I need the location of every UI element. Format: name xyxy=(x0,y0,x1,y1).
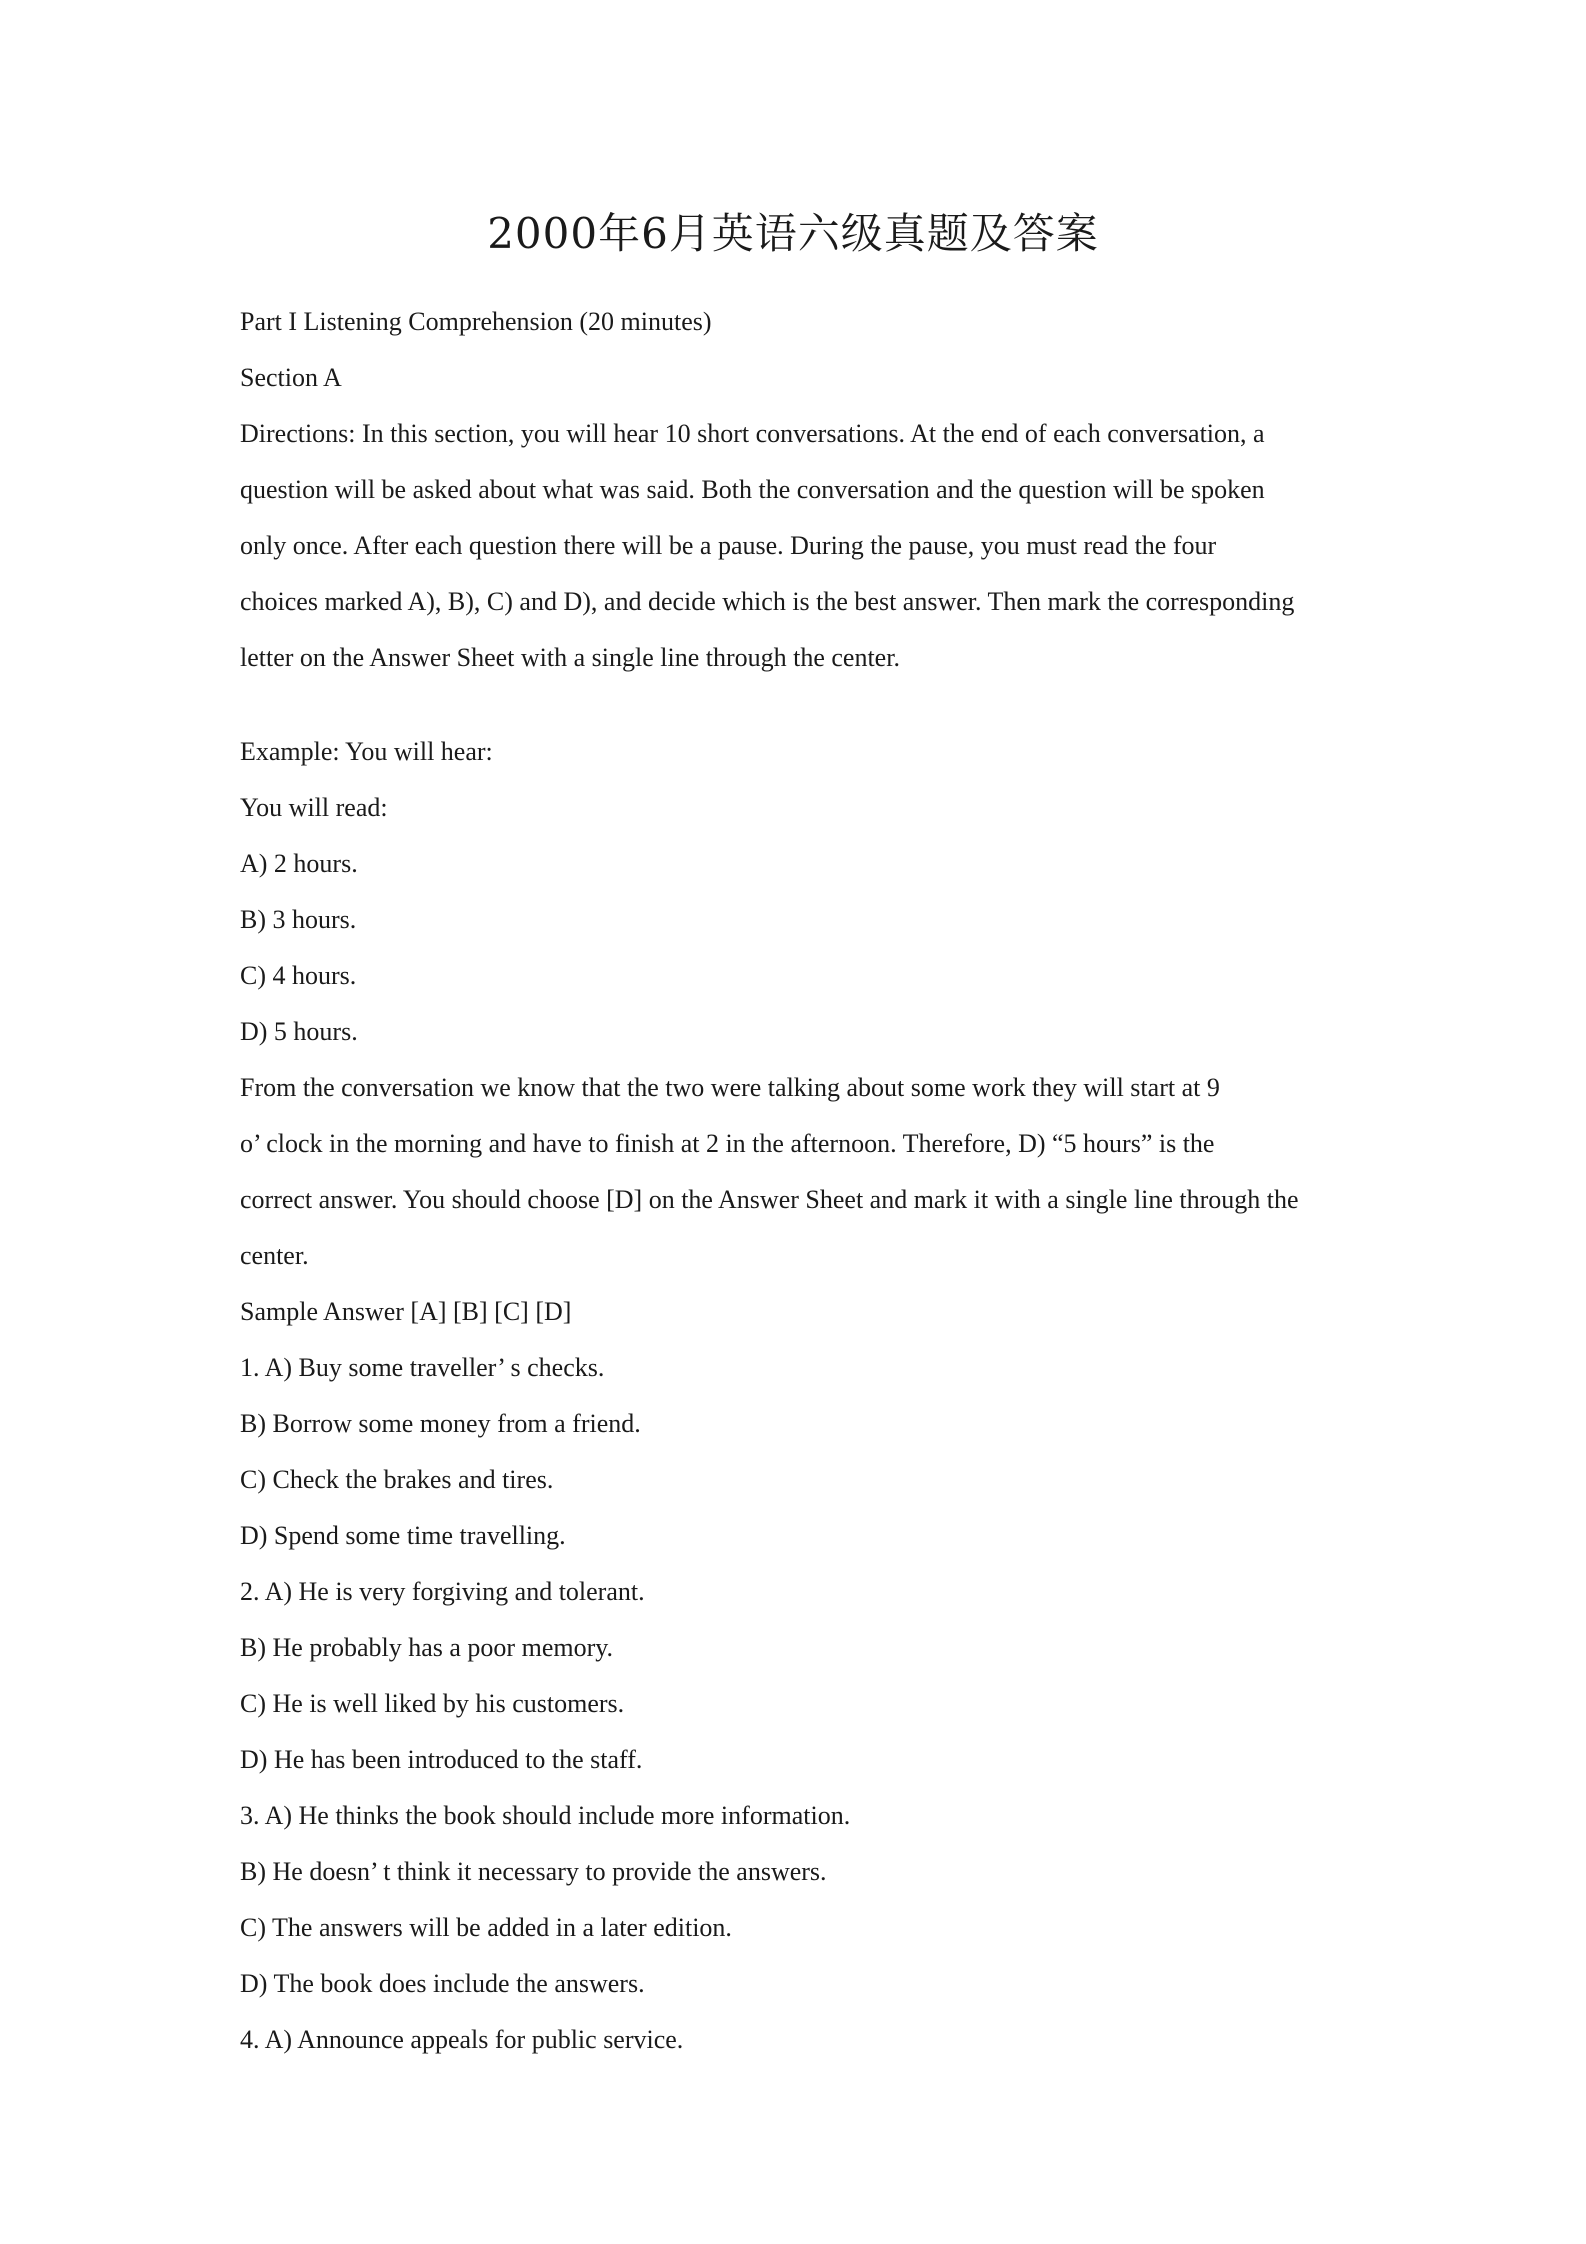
question-4 xyxy=(240,2012,1350,2068)
example-option: D) 5 hours. xyxy=(240,1017,358,1046)
directions-line: Directions: In this section, you will hear 10 short conversations. At the end of each conversation, a xyxy=(240,419,1265,448)
example-option: C) 4 hours. xyxy=(240,961,357,990)
directions-paragraph xyxy=(240,406,1350,686)
directions-line: only once. After each question there will be a pause. During the pause, you must read the four xyxy=(240,531,1217,560)
example-explanation-line: center. xyxy=(240,1241,309,1270)
question-3 xyxy=(240,1788,1350,2012)
question-option: D) He has been introduced to the staff. xyxy=(240,1745,643,1774)
example-read-line: You will read: xyxy=(240,793,388,822)
question-option: D) Spend some time travelling. xyxy=(240,1521,566,1550)
question-option: 1. A) Buy some traveller’ s checks. xyxy=(240,1353,605,1382)
question-option: C) Check the brakes and tires. xyxy=(240,1465,554,1494)
question-option: C) He is well liked by his customers. xyxy=(240,1689,625,1718)
example-explanation-line: correct answer. You should choose [D] on the Answer Sheet and mark it with a single line through the xyxy=(240,1185,1299,1214)
question-option: C) The answers will be added in a later edition. xyxy=(240,1913,732,1942)
question-option: D) The book does include the answers. xyxy=(240,1969,645,1998)
question-option: B) He probably has a poor memory. xyxy=(240,1633,614,1662)
example-explanation-line: o’ clock in the morning and have to finish at 2 in the afternoon. Therefore, D) “5 hours” is the xyxy=(240,1129,1215,1158)
question-option: 3. A) He thinks the book should include more information. xyxy=(240,1801,851,1830)
directions-line: letter on the Answer Sheet with a single line through the center. xyxy=(240,643,900,672)
document-title: 2000年6月英语六级真题及答案 xyxy=(487,209,1099,258)
question-option: B) Borrow some money from a friend. xyxy=(240,1409,641,1438)
example-hear-line: Example: You will hear: xyxy=(240,737,493,766)
part-heading: Part I Listening Comprehension (20 minutes) xyxy=(240,307,712,336)
question-option: B) He doesn’ t think it necessary to provide the answers. xyxy=(240,1857,827,1886)
question-2 xyxy=(240,1564,1350,1788)
directions-line: choices marked A), B), C) and D), and decide which is the best answer. Then mark the corresponding xyxy=(240,587,1295,616)
example-block xyxy=(240,724,1350,1340)
example-option: B) 3 hours. xyxy=(240,905,357,934)
question-option: 2. A) He is very forgiving and tolerant. xyxy=(240,1577,645,1606)
question-option: 4. A) Announce appeals for public service. xyxy=(240,2025,684,2054)
example-explanation-line: From the conversation we know that the two were talking about some work they will start at 9 xyxy=(240,1073,1220,1102)
paragraph-gap xyxy=(240,686,1350,724)
section-heading: Section A xyxy=(240,363,342,392)
sample-answer-line: Sample Answer [A] [B] [C] [D] xyxy=(240,1297,572,1326)
example-option: A) 2 hours. xyxy=(240,849,358,878)
question-1 xyxy=(240,1340,1350,1564)
document-body xyxy=(240,294,1350,2068)
directions-line: question will be asked about what was said. Both the conversation and the question will be spoken xyxy=(240,475,1265,504)
